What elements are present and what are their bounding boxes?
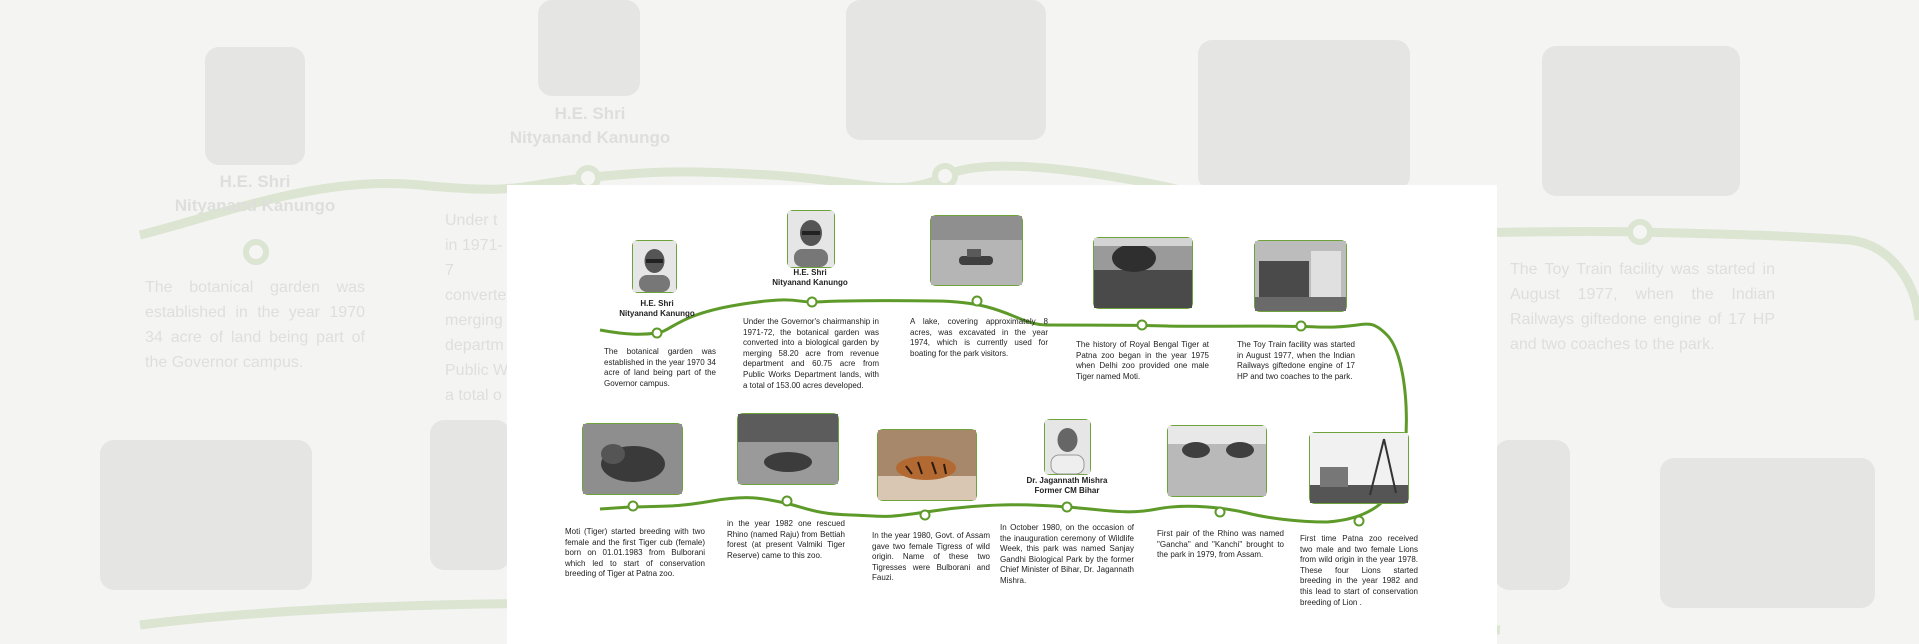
caption-sanjay-2: Former CM Bihar	[1034, 486, 1100, 495]
crane-lions-photo	[1309, 432, 1409, 504]
node-toytrain	[1297, 322, 1306, 331]
text-moti: Moti (Tiger) started breeding with two female and the first Tiger cub (female) born on 01.01.1983 from Bulborani which led to start of conservation breeding of Tiger at Patna zoo.	[565, 527, 705, 579]
bg-lake-photo	[846, 0, 1046, 140]
text-rhino-pair: First pair of the Rhino was named "Gancha" and "Kanchi" brought to the park in 1979, from Assam.	[1157, 529, 1284, 560]
portrait-mishra	[1044, 419, 1091, 475]
bg-caption-mid-2: Nityanand Kanungo	[509, 128, 671, 147]
text-sanjay: In October 1980, on the occasion of the inauguration ceremony of Wildlife Week, this park was named Sanjay Gandhi Biological Park by the former Chief Minister of Bihar, Dr. Jagannath Mishra.	[1000, 523, 1134, 585]
bg-text-left: The botanical garden was established in the year 1970 34 acre of land being part of the Governor campus.	[145, 279, 365, 371]
text-lions: First time Patna zoo received two male and two female Lions from wild origin in the year 1978. These four Lions started breeding in the year 1982 and this lead to start of conservation breeding of Lion .	[1300, 534, 1418, 607]
bg-crane-photo	[1660, 458, 1875, 608]
node-sanjay	[1063, 503, 1072, 512]
bg-train-photo	[1542, 46, 1740, 196]
timeline-card	[507, 185, 1497, 644]
text-lake: A lake, covering approximately 8 acres, was excavated in the year 1974, which is currently used for boating for the park visitors.	[910, 317, 1048, 358]
caption-sanjay-1: Dr. Jagannath Mishra	[1026, 476, 1108, 485]
node-rhino-pair	[1216, 508, 1225, 517]
bg-tiger-photo	[1198, 40, 1410, 190]
node-lake	[973, 297, 982, 306]
text-toytrain: The Toy Train facility was started in August 1977, when the Indian Railways giftedone engine of 17 HP and two coaches to the park.	[1237, 340, 1355, 381]
bg-tiger-cub-photo	[100, 440, 312, 590]
text-tigress: In the year 1980, Govt. of Assam gave two female Tigress of wild origin. Name of these two Tigresses were Bulborani and Fauzi.	[872, 531, 990, 583]
bg-text-right: The Toy Train facility was started in August 1977, when the Indian Railways giftedone engine of 17 HP and two coaches to the park.	[1510, 261, 1775, 353]
node-lions	[1355, 517, 1364, 526]
rhino-pair-photo	[1167, 425, 1267, 497]
bg-caption-mid-1: H.E. Shri	[554, 104, 626, 123]
text-rhino-raju: in the year 1982 one rescued Rhino (named Raju) from Bettiah forest (at present Valmiki Tiger Reserve) came to this zoo.	[727, 519, 845, 560]
lake-boat-photo	[930, 215, 1023, 286]
text-biological: Under the Governor's chairmanship in 1971-72, the botanical garden was converted into a biological garden by merging 58.20 acre from revenue department and 60.75 acre from Public Works Department lands, with a total of 153.00 acres developed.	[743, 317, 879, 390]
node-botanical	[653, 329, 662, 338]
bg-rhino-photo	[430, 420, 510, 570]
toy-train-photo	[1254, 240, 1347, 312]
portrait-kanungo-1	[632, 240, 677, 293]
bg-caption-left-1: H.E. Shri	[219, 172, 291, 191]
bg-text-mid: Under t in 1971-7 converte merging departm Public W a total o	[445, 212, 509, 404]
tigress-photo	[877, 429, 977, 501]
text-tiger: The history of Royal Bengal Tiger at Patna zoo began in the year 1975 when Delhi zoo provided one male Tiger named Moti.	[1076, 340, 1209, 381]
node-tigress	[921, 511, 930, 520]
text-botanical: The botanical garden was established in the year 1970 34 acre of land being part of the Governor campus.	[604, 347, 716, 388]
bg-caption-left-2: Nityanand Kanungo	[174, 196, 336, 215]
node-rhino-raju	[783, 497, 792, 506]
caption-botanical-2: Nityanand Kanungo	[619, 309, 695, 318]
portrait-kanungo-2	[787, 210, 835, 268]
node-biological	[808, 298, 817, 307]
node-moti	[629, 502, 638, 511]
bg-portrait-mid	[538, 0, 640, 96]
tiger-cub-photo	[582, 423, 683, 495]
caption-biological-2: Nityanand Kanungo	[772, 278, 848, 287]
rhino-field-photo	[737, 413, 839, 485]
tiger-pool-photo	[1093, 237, 1193, 309]
caption-biological-1: H.E. Shri	[793, 268, 827, 277]
node-tiger	[1138, 321, 1147, 330]
bg-rhino-right-photo	[1495, 440, 1570, 590]
caption-botanical-1: H.E. Shri	[640, 299, 674, 308]
bg-portrait-left	[205, 47, 305, 165]
